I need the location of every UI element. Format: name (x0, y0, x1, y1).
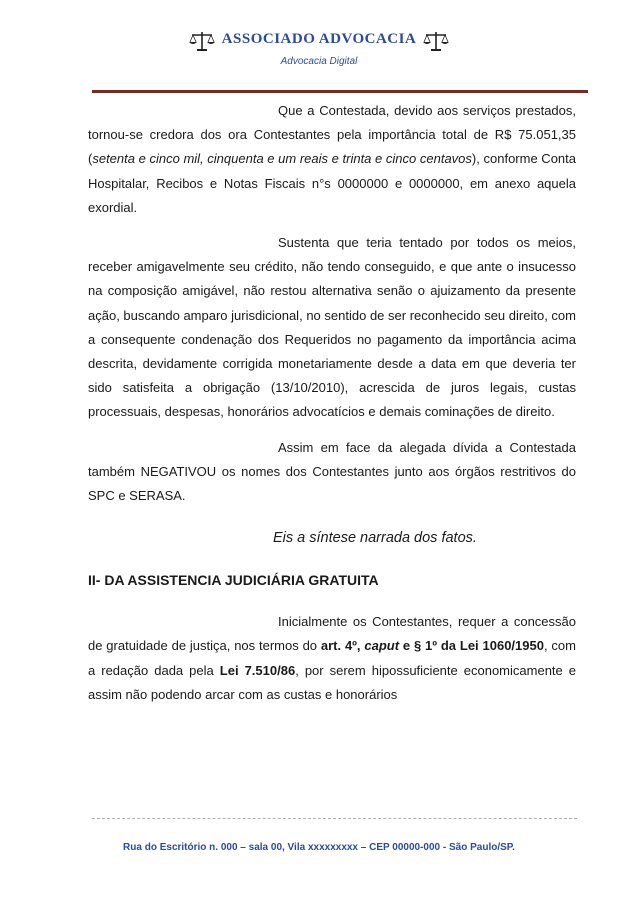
paragraph-text: Que a Contestada, devido aos serviços prestados, tornou-se credora dos ora Contestantes pela importância total de R$ 75.051,35 ( (88, 103, 576, 167)
scale-of-justice-icon (423, 30, 449, 52)
law-reference: Lei 7.510/86 (219, 662, 296, 678)
brand (0, 30, 638, 52)
footer-address: Rua do Escritório n. 000 – sala 00, Vila xxxxxxxxx – CEP 00000-000 - São Paulo/SP. (123, 842, 515, 853)
paragraph-claim (88, 231, 576, 425)
amount-in-words: setenta e cinco mil, cinquenta e um reais e trinta e cinco centavos (92, 151, 472, 167)
law-article: art. 4º, (320, 638, 365, 654)
paragraph-billing (88, 99, 576, 220)
paragraph-text: Assim em face da alegada dívida a Contestada também NEGATIVOU os nomes dos Contestantes junto aos órgãos restritivos do SPC e SERASA. (88, 439, 576, 504)
paragraph-text: , por serem hipossuficiente economicamente e assim não podendo arcar com as custas e honorários (88, 662, 577, 702)
law-paragraph: e § 1º da Lei 1060/1950 (402, 638, 544, 654)
facts-synthesis: Eis a síntese narrada dos fatos. (273, 530, 477, 547)
paragraph-text: ), conforme Conta Hospitalar, Recibos e Notas Fiscais n°s 0000000 e 0000000, em anexo aquela exordial. (88, 151, 576, 215)
paragraph-text: , com a redação dada pela (88, 638, 576, 678)
paragraph-text: Sustenta que teria tentado por todos os meios, receber amigavelmente seu crédito, não tendo conseguido, e que ante o insucesso na composição amigável, não restou alternativa senão o ajuizamento da presente ação, buscando amparo jurisdicional, no sentido de ser reconhecido seu direito, com a consequente condenação dos Requeridos no pagamento da importância acima descrita, devidamente corrigida monetariamente desde a data em que deveria ter sido satisfeita a obrigação (13/10/2010), acrescida de juros legais, custas processuais, despesas, honorários advocatícios e demais cominações de direito. (88, 235, 576, 420)
brand-title: ASSOCIADO ADVOCACIA (221, 31, 417, 48)
page-header (0, 0, 638, 96)
paragraph-gratuity (88, 610, 576, 707)
header-divider (92, 90, 588, 93)
paragraph-text: Inicialmente os Contestantes, requer a concessão de gratuidade de justiça, nos termos do (88, 614, 576, 654)
section-title: II- DA ASSISTENCIA JUDICIÁRIA GRATUITA (88, 572, 379, 589)
scale-of-justice-icon (189, 30, 215, 52)
document-body (88, 99, 576, 707)
footer-divider (92, 818, 577, 819)
paragraph-negativation (88, 436, 576, 509)
brand-subtitle: Advocacia Digital (280, 56, 358, 67)
law-caput: caput (364, 638, 400, 654)
